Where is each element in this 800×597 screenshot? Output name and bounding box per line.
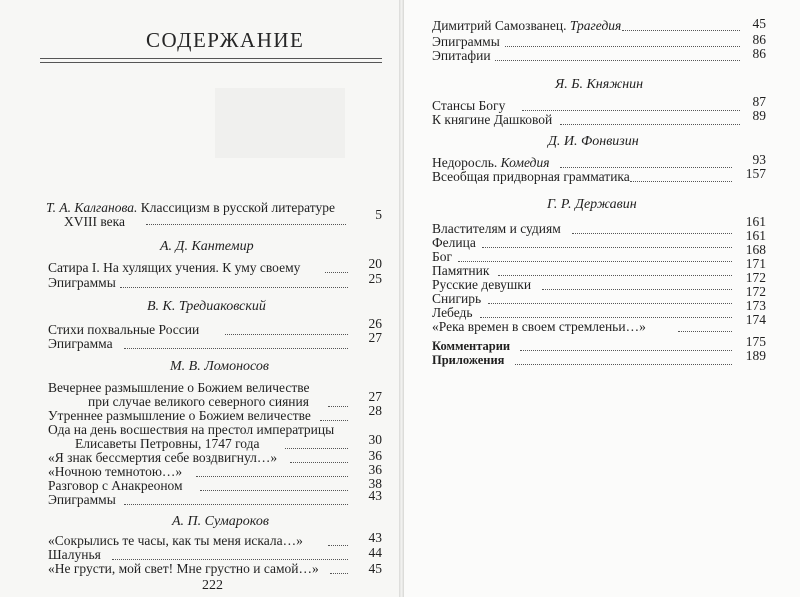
leader-dots (515, 364, 732, 365)
toc-entry (46, 200, 335, 215)
book-spine (399, 0, 404, 597)
title-rule (40, 58, 382, 59)
leader-dots (488, 303, 732, 304)
toc-entry: Снигирь (432, 291, 482, 306)
leader-dots (328, 406, 348, 407)
section-author: А. П. Сумароков (172, 514, 269, 529)
toc-entry: Вечернее размышление о Божием величестве (48, 380, 310, 395)
leader-dots (572, 233, 732, 234)
entry-title-cont: XVIII века (64, 214, 125, 229)
toc-entry: Всеобщая придворная грамматика (432, 169, 630, 184)
page-number: 172 (745, 270, 766, 285)
leader-dots (678, 331, 732, 332)
page-number: 168 (745, 242, 766, 257)
toc-entry: Стансы Богу (432, 98, 506, 113)
page-number: 174 (745, 312, 766, 327)
toc-entry: «Река времен в своем стремленьи…» (432, 319, 646, 334)
page-number: 175 (745, 334, 766, 349)
page-number: 89 (752, 108, 766, 123)
leader-dots (320, 420, 348, 421)
page-number: 36 (368, 462, 382, 477)
leader-dots (330, 573, 348, 574)
toc-entry: Эпитафии (432, 48, 491, 63)
toc-entry: Эпиграммы (48, 275, 116, 290)
page-number: 28 (368, 403, 382, 418)
page-number: 161 (745, 228, 766, 243)
section-author: Я. Б. Княжнин (555, 77, 644, 92)
toc-entry (432, 18, 621, 33)
toc-entry: «Ночною темнотою…» (48, 464, 183, 479)
toc-entry: Лебедь (432, 305, 473, 320)
section-author: М. В. Ломоносов (170, 359, 269, 374)
leader-dots (124, 504, 348, 505)
toc-entry: Шалунья (48, 547, 101, 562)
page-number: 161 (745, 214, 766, 229)
toc-entry: Разговор с Анакреоном (48, 478, 183, 493)
toc-entry: Утреннее размышление о Божием величестве (48, 408, 311, 423)
page-number: 27 (368, 389, 382, 404)
leader-dots (560, 167, 732, 168)
title-rule-thin (40, 62, 382, 63)
leader-dots (196, 476, 348, 477)
toc-entry: Бог (432, 249, 453, 264)
toc-entry: Эпиграммы (48, 492, 116, 507)
leader-dots (120, 287, 348, 288)
toc-entry: Эпиграммы (432, 34, 500, 49)
leader-dots (328, 545, 348, 546)
section-author: Г. Р. Державин (547, 197, 637, 212)
page-folio: 222 (202, 578, 223, 593)
page-number: 172 (745, 284, 766, 299)
page-number: 43 (368, 488, 382, 503)
leader-dots (622, 30, 740, 31)
toc-entry: Стихи похвальные России (48, 322, 200, 337)
toc-entry: Фелица (432, 235, 476, 250)
leader-dots (630, 181, 732, 182)
page-number: 45 (368, 561, 382, 576)
leader-dots (146, 224, 346, 225)
page-number: 5 (375, 207, 382, 222)
toc-entry: «Сокрылись те часы, как ты меня искала…» (48, 533, 303, 548)
toc-entry: К княгине Дашковой (432, 112, 553, 127)
page-number: 38 (368, 476, 382, 491)
page-number: 189 (745, 348, 766, 363)
page-number: 173 (745, 298, 766, 313)
toc-entry: Памятник (432, 263, 490, 278)
page-number: 157 (745, 166, 766, 181)
page-number: 27 (368, 330, 382, 345)
entry-title-cont: Елисаветы Петровны, 1747 года (75, 436, 260, 451)
leader-dots (560, 124, 740, 125)
page-number: 25 (368, 271, 382, 286)
page-number: 93 (752, 152, 766, 167)
leader-dots (285, 448, 348, 449)
leader-dots (458, 261, 732, 262)
leader-dots (124, 348, 348, 349)
toc-entry: Ода на день восшествия на престол императрицы (48, 422, 335, 437)
page-number: 44 (368, 545, 382, 560)
toc-entry: Русские девушки (432, 277, 532, 292)
bleed-through-shade (215, 88, 345, 158)
toc-entry: «Я знак бессмертия себе воздвигнул…» (48, 450, 278, 465)
page-number: 86 (752, 32, 766, 47)
toc-entry: Властителям и судиям (432, 221, 561, 236)
leader-dots (225, 334, 348, 335)
leader-dots (498, 275, 732, 276)
entry-title: Недоросль. (432, 155, 498, 170)
page-number: 86 (752, 46, 766, 61)
page-number: 36 (368, 448, 382, 463)
entry-author: Т. А. Калганова. (46, 200, 138, 215)
page-number: 26 (368, 316, 382, 331)
leader-dots (480, 317, 732, 318)
leader-dots (520, 350, 732, 351)
page-number: 171 (745, 256, 766, 271)
page-number: 87 (752, 94, 766, 109)
leader-dots (522, 110, 740, 111)
section-author: В. К. Тредиаковский (147, 299, 266, 314)
page-number: 20 (368, 256, 382, 271)
leader-dots (290, 462, 348, 463)
toc-entry: Сатира I. На хулящих учения. К уму своему (48, 260, 301, 275)
leader-dots (200, 490, 348, 491)
section-author: А. Д. Кантемир (160, 239, 254, 254)
leader-dots (482, 247, 732, 248)
section-author: Д. И. Фонвизин (548, 134, 639, 149)
page-number: 30 (368, 432, 382, 447)
leader-dots (495, 60, 740, 61)
leader-dots (505, 46, 740, 47)
leader-dots (542, 289, 732, 290)
entry-title-cont: при случае великого северного сияния (88, 394, 309, 409)
entry-title: Классицизм в русской литературе (140, 200, 335, 215)
toc-entry: Приложения (432, 353, 505, 367)
toc-entry: Комментарии (432, 339, 511, 353)
leader-dots (325, 272, 348, 273)
toc-entry: Эпиграмма (48, 336, 113, 351)
leader-dots (112, 559, 348, 560)
page-title: СОДЕРЖАНИЕ (146, 28, 305, 52)
entry-genre: Трагедия (569, 18, 622, 33)
page-number: 45 (752, 16, 766, 31)
entry-genre: Комедия (500, 155, 550, 170)
toc-entry (432, 155, 549, 170)
entry-title: Димитрий Самозванец. (432, 18, 567, 33)
page-number: 43 (368, 530, 382, 545)
toc-entry: «Не грусти, мой свет! Мне грустно и самой…» (48, 561, 319, 576)
